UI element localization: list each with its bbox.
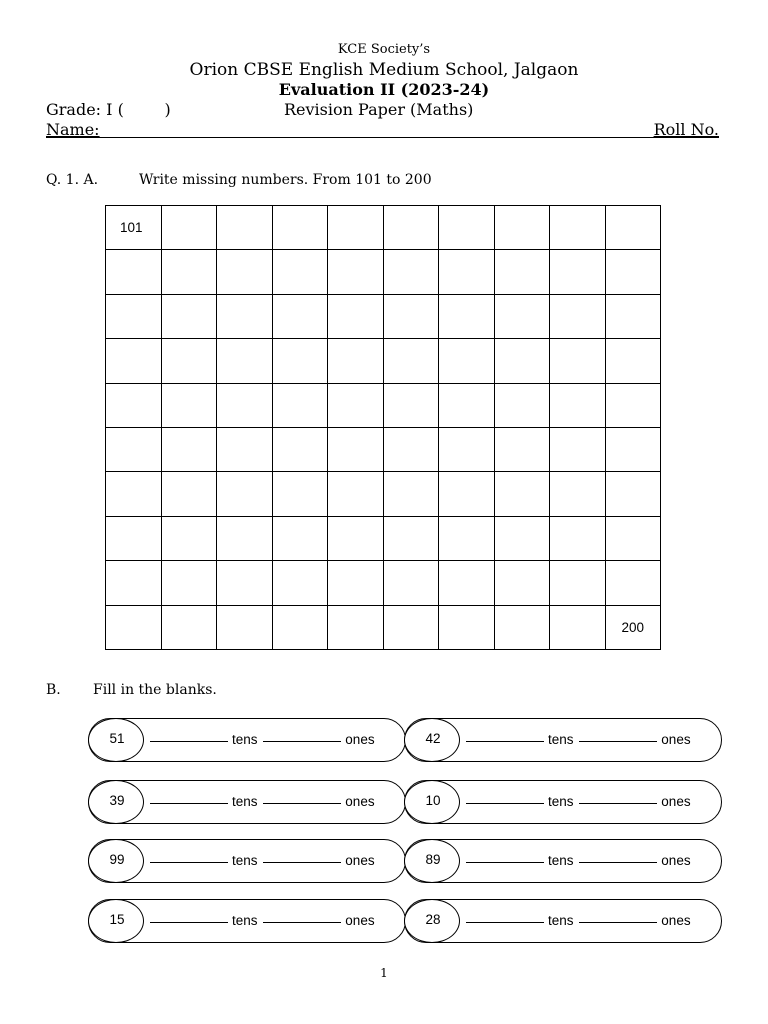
grid-cell[interactable] [217, 383, 273, 427]
grid-cell[interactable] [161, 339, 217, 383]
grid-cell[interactable] [494, 472, 550, 516]
grid-cell[interactable] [550, 427, 606, 471]
grid-cell[interactable] [328, 561, 384, 605]
grid-cell[interactable] [106, 250, 162, 294]
question-1b-label: B. [46, 682, 61, 698]
grid-cell[interactable] [383, 605, 439, 649]
grade-label: Grade: I ( ) [46, 100, 171, 119]
grid-row [106, 383, 661, 427]
grid-row [106, 294, 661, 338]
grid-cell[interactable] [439, 605, 495, 649]
grid-cell[interactable] [494, 561, 550, 605]
grid-row [106, 339, 661, 383]
grid-row [106, 250, 661, 294]
grid-cell[interactable] [272, 250, 328, 294]
item-number: 99 [109, 852, 125, 867]
tens-blank[interactable] [466, 727, 544, 742]
question-1a-instruction: Write missing numbers. From 101 to 200 [139, 172, 432, 188]
grid-cell[interactable] [605, 472, 661, 516]
grid-cell[interactable] [272, 294, 328, 338]
roll-number-label: Roll No. [653, 120, 719, 139]
place-value-item [404, 780, 722, 824]
grid-cell[interactable] [439, 561, 495, 605]
grid-cell[interactable] [383, 561, 439, 605]
grid-cell[interactable] [106, 383, 162, 427]
question-1b [46, 682, 217, 698]
grid-cell[interactable] [106, 516, 162, 560]
grid-cell[interactable]: 200 [605, 605, 661, 649]
grid-cell[interactable] [328, 516, 384, 560]
ones-word: ones [345, 853, 375, 868]
tens-word: tens [232, 913, 258, 928]
place-value-item [404, 718, 722, 762]
grid-cell[interactable] [328, 427, 384, 471]
grid-cell[interactable] [328, 383, 384, 427]
ones-blank[interactable] [579, 908, 657, 923]
grid-cell[interactable] [217, 206, 273, 250]
tens-blank[interactable] [150, 908, 228, 923]
grid-cell[interactable] [605, 339, 661, 383]
grid-cell[interactable] [494, 427, 550, 471]
grid-cell[interactable] [328, 250, 384, 294]
grid-cell[interactable] [272, 339, 328, 383]
grid-cell[interactable] [439, 472, 495, 516]
grid-cell[interactable] [217, 250, 273, 294]
ones-blank[interactable] [263, 848, 341, 863]
grid-cell[interactable] [550, 516, 606, 560]
item-blanks [466, 840, 691, 884]
item-number: 15 [109, 912, 125, 927]
item-number: 42 [425, 731, 441, 746]
tens-blank[interactable] [150, 727, 228, 742]
school-name: Orion CBSE English Medium School, Jalgaon [189, 60, 579, 80]
grid-cell[interactable] [161, 516, 217, 560]
grid-cell[interactable] [494, 605, 550, 649]
grid-cell[interactable] [383, 472, 439, 516]
grid-cell[interactable] [383, 206, 439, 250]
grid-row [106, 516, 661, 560]
grid-cell[interactable] [550, 294, 606, 338]
item-blanks [150, 900, 375, 944]
item-number: 28 [425, 912, 441, 927]
item-blanks [150, 781, 375, 825]
ones-word: ones [345, 913, 375, 928]
grid-cell[interactable] [106, 561, 162, 605]
grid-cell[interactable] [217, 294, 273, 338]
grid-row [106, 472, 661, 516]
item-blanks [466, 719, 691, 763]
item-blanks [466, 781, 691, 825]
tens-blank[interactable] [466, 908, 544, 923]
place-value-item [404, 839, 722, 883]
ones-blank[interactable] [263, 789, 341, 804]
ones-blank[interactable] [263, 908, 341, 923]
grid-cell[interactable] [605, 561, 661, 605]
item-number: 89 [425, 852, 441, 867]
evaluation-title: Evaluation II (2023-24) [278, 80, 490, 99]
grid-cell[interactable] [106, 605, 162, 649]
grid-cell[interactable] [605, 516, 661, 560]
tens-word: tens [548, 732, 574, 747]
grid-cell[interactable] [217, 427, 273, 471]
ones-word: ones [345, 732, 375, 747]
grid-cell[interactable] [605, 427, 661, 471]
place-value-item [88, 839, 406, 883]
grid-cell[interactable] [106, 339, 162, 383]
grid-cell[interactable] [550, 561, 606, 605]
grid-row [106, 427, 661, 471]
grid-cell[interactable] [328, 206, 384, 250]
grid-cell[interactable] [439, 427, 495, 471]
ones-blank[interactable] [579, 727, 657, 742]
item-number: 39 [109, 793, 125, 808]
grid-cell[interactable] [161, 294, 217, 338]
grid-cell[interactable] [161, 605, 217, 649]
header-divider [46, 137, 719, 138]
grid-cell[interactable] [439, 250, 495, 294]
grid-cell[interactable] [550, 339, 606, 383]
grid-cell[interactable] [217, 605, 273, 649]
grid-cell[interactable] [217, 472, 273, 516]
grid-cell[interactable] [494, 383, 550, 427]
grid-cell[interactable] [550, 383, 606, 427]
grid-row [106, 561, 661, 605]
tens-blank[interactable] [150, 848, 228, 863]
number-grid [105, 205, 661, 650]
grid-cell[interactable] [605, 383, 661, 427]
paper-title: Revision Paper (Maths) [284, 100, 474, 119]
grid-cell[interactable] [328, 339, 384, 383]
grid-cell[interactable] [106, 427, 162, 471]
place-value-item [404, 899, 722, 943]
tens-word: tens [548, 913, 574, 928]
grid-cell[interactable] [328, 294, 384, 338]
grid-cell[interactable] [605, 250, 661, 294]
name-label: Name: [46, 120, 100, 139]
grid-cell[interactable] [550, 250, 606, 294]
grid-cell[interactable] [217, 339, 273, 383]
place-value-item [88, 899, 406, 943]
grid-cell[interactable] [161, 383, 217, 427]
ones-blank[interactable] [263, 727, 341, 742]
grid-cell[interactable] [605, 206, 661, 250]
tens-blank[interactable] [466, 848, 544, 863]
grid-cell[interactable] [494, 339, 550, 383]
grid-cell[interactable]: 101 [106, 206, 162, 250]
tens-word: tens [548, 853, 574, 868]
grid-cell[interactable] [217, 516, 273, 560]
grid-cell[interactable] [439, 339, 495, 383]
grid-cell[interactable] [217, 561, 273, 605]
grid-cell[interactable] [272, 472, 328, 516]
tens-word: tens [548, 794, 574, 809]
grid-cell[interactable] [439, 294, 495, 338]
grid-cell[interactable] [605, 294, 661, 338]
item-blanks [150, 719, 375, 763]
grid-cell[interactable] [328, 605, 384, 649]
ones-word: ones [661, 853, 691, 868]
grid-cell[interactable] [439, 516, 495, 560]
grid-cell[interactable] [383, 250, 439, 294]
grid-cell[interactable] [550, 605, 606, 649]
grid-cell[interactable] [494, 516, 550, 560]
item-number: 51 [109, 731, 125, 746]
grid-cell[interactable] [383, 339, 439, 383]
grid-cell[interactable] [272, 427, 328, 471]
grid-cell[interactable] [272, 206, 328, 250]
grid-cell[interactable] [494, 294, 550, 338]
ones-word: ones [661, 794, 691, 809]
place-value-item [88, 780, 406, 824]
item-blanks [466, 900, 691, 944]
grid-cell[interactable] [439, 206, 495, 250]
grid-cell[interactable] [328, 472, 384, 516]
tens-word: tens [232, 853, 258, 868]
grid-cell[interactable] [383, 294, 439, 338]
grid-cell[interactable] [550, 472, 606, 516]
ones-blank[interactable] [579, 848, 657, 863]
grid-cell[interactable] [272, 561, 328, 605]
ones-word: ones [345, 794, 375, 809]
grid-cell[interactable] [550, 206, 606, 250]
tens-word: tens [232, 732, 258, 747]
tens-word: tens [232, 794, 258, 809]
grid-cell[interactable] [272, 605, 328, 649]
ones-word: ones [661, 913, 691, 928]
grid-cell[interactable] [272, 516, 328, 560]
item-number: 10 [425, 793, 441, 808]
tens-blank[interactable] [466, 789, 544, 804]
grid-cell[interactable] [161, 206, 217, 250]
grid-row [106, 206, 661, 250]
place-value-item [88, 718, 406, 762]
grid-cell[interactable] [106, 472, 162, 516]
ones-word: ones [661, 732, 691, 747]
grid-cell[interactable] [161, 472, 217, 516]
grid-cell[interactable] [383, 516, 439, 560]
question-1a-label: Q. 1. A. [46, 172, 99, 188]
society-name: KCE Society’s [337, 42, 431, 57]
grid-cell[interactable] [161, 427, 217, 471]
grid-cell[interactable] [161, 250, 217, 294]
page-number: 1 [380, 966, 388, 980]
grid-cell[interactable] [494, 250, 550, 294]
grid-cell[interactable] [383, 383, 439, 427]
item-blanks [150, 840, 375, 884]
grid-cell[interactable] [272, 383, 328, 427]
grid-cell[interactable] [383, 427, 439, 471]
grid-cell[interactable] [161, 561, 217, 605]
grid-cell[interactable] [106, 294, 162, 338]
grid-row [106, 605, 661, 649]
ones-blank[interactable] [579, 789, 657, 804]
grid-cell[interactable] [494, 206, 550, 250]
grid-cell[interactable] [439, 383, 495, 427]
tens-blank[interactable] [150, 789, 228, 804]
question-1b-instruction: Fill in the blanks. [93, 682, 217, 698]
question-1a [46, 172, 432, 188]
